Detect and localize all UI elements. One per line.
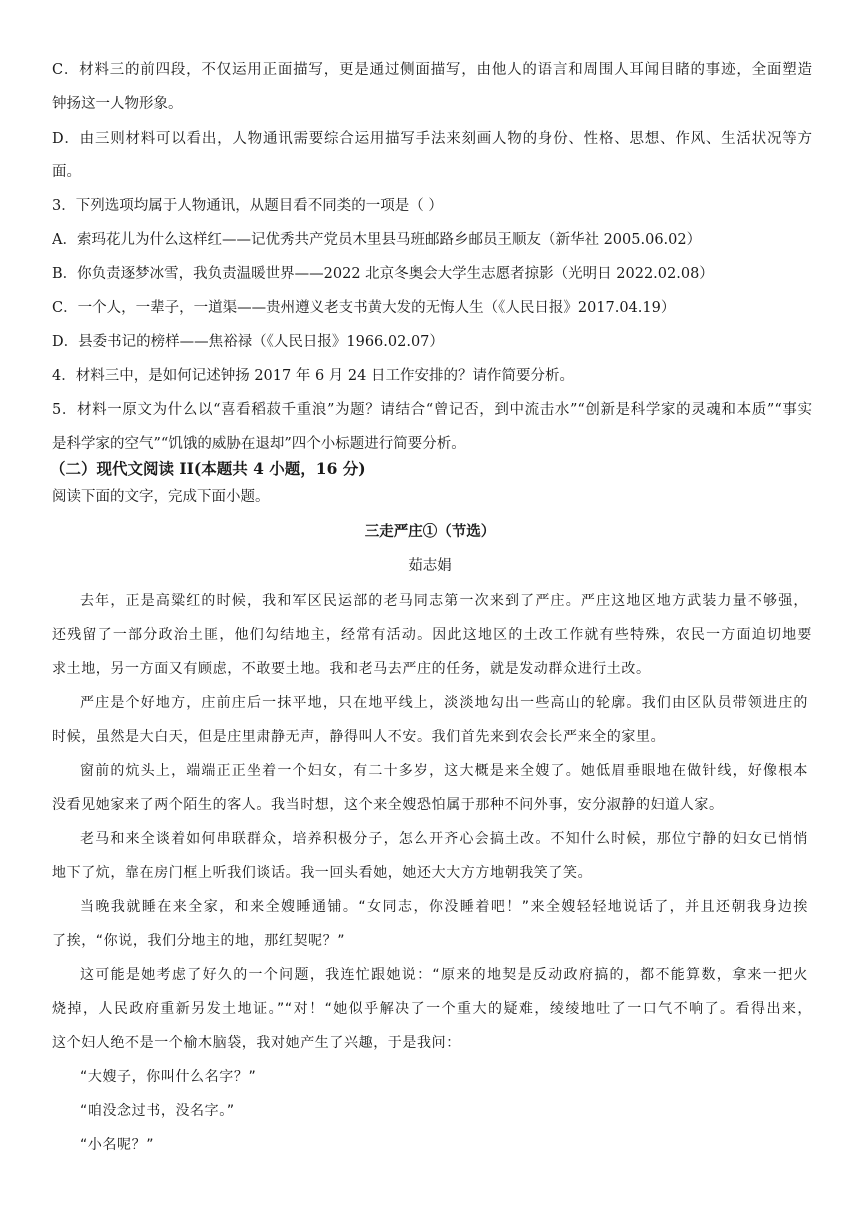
q3-option-b: B．你负责逐梦冰雪，我负责温暖世界——2022 北京冬奥会大学生志愿者掠影（光明日 2022.02.08） — [52, 266, 714, 282]
q2-option-c-line1: C．材料三的前四段，不仅运用正面描写，更是通过侧面描写，由他人的语言和周围人耳闻目睹的事迹，全面塑造 — [52, 62, 812, 78]
q4-text: 4．材料三中，是如何记述钟扬 2017 年 6 月 24 日工作安排的？请作简要分析。 — [52, 368, 574, 384]
article-line: 地下了炕，靠在房门框上听我们谈话。我一回头看她，她还大大方方地朝我笑了笑。 — [52, 865, 593, 881]
article-line: 老马和来全谈着如何串联群众，培养积极分子，怎么开齐心会搞土改。不知什么时候，那位宁静的妇女已悄悄 — [80, 831, 808, 847]
article-line: 了挨，“你说，我们分地主的地，那红契呢？” — [52, 933, 346, 949]
q5-line2: 是科学家的空气”“饥饿的威胁在退却”四个小标题进行简要分析。 — [52, 436, 466, 452]
article-line: 还残留了一部分政治土匪，他们勾结地主，经常有活动。因此这地区的土改工作就有些特殊，农民一方面迫切地要 — [52, 627, 812, 643]
q3-option-a: A．索玛花儿为什么这样红——记优秀共产党员木里县马班邮路乡邮员王顺友（新华社 2005.06.02） — [52, 232, 702, 248]
dialogue-line: “咱没念过书，没名字。” — [80, 1103, 235, 1119]
q3-stem: 3．下列选项均属于人物通讯，从题目看不同类的一项是（ ） — [52, 198, 443, 214]
article-line: 这可能是她考虑了好久的一个问题，我连忙跟她说：“原来的地契是反动政府搞的，都不能算数，拿来一把火 — [80, 967, 808, 983]
q2-option-d-line1: D．由三则材料可以看出，人物通讯需要综合运用描写手法来刻画人物的身份、性格、思想、作风、生活状况等方 — [52, 131, 812, 147]
article-title: 三走严庄①（节选） — [364, 523, 496, 540]
article-line: 窗前的炕头上，端端正正坐着一个妇女，有二十多岁，这大概是来全嫂了。她低眉垂眼地在做针线，好像根本 — [80, 763, 808, 779]
article-line: 当晚我就睡在来全家，和来全嫂睡通铺。“女同志，你没睡着吧！”来全嫂轻轻地说话了，并且还朝我身边挨 — [80, 899, 808, 915]
dialogue-line: “小名呢？” — [80, 1137, 155, 1153]
dialogue-line: “大嫂子，你叫什么名字？” — [80, 1069, 257, 1085]
q3-option-d: D．县委书记的榜样——焦裕禄（《人民日报》1966.02.07） — [52, 334, 444, 350]
article-line: 没看见她家来了两个陌生的客人。我当时想，这个来全嫂恐怕属于那种不问外事，安分淑静的妇道人家。 — [52, 797, 724, 813]
q2-option-d-line2: 面。 — [52, 164, 81, 180]
article-line: 烧掉，人民政府重新另发土地证。”“对！“她似乎解决了一个重大的疑难，绫绫地吐了一口气不响了。看得出来， — [52, 1001, 812, 1017]
article-line: 这个妇人绝不是一个榆木脑袋，我对她产生了兴趣，于是我问： — [52, 1035, 461, 1051]
section-instruction: 阅读下面的文字，完成下面小题。 — [52, 489, 270, 505]
article-line: 求土地，另一方面又有顾虑，不敢要土地。我和老马去严庄的任务，就是发动群众进行土改。 — [52, 661, 651, 677]
article-line: 去年，正是高粱红的时候，我和军区民运部的老马同志第一次来到了严庄。严庄这地区地方武装力量不够强， — [80, 593, 808, 609]
article-line: 时候，虽然是大白天，但是庄里肃静无声，静得叫人不安。我们首先来到农会长严来全的家里。 — [52, 729, 666, 745]
q2-option-c-line2: 钟扬这一人物形象。 — [52, 96, 183, 112]
article-line: 严庄是个好地方，庄前庄后一抹平地，只在地平线上，淡淡地勾出一些高山的轮廓。我们由区队员带领进庄的 — [80, 695, 808, 711]
section-heading: （二）现代文阅读 II(本题共 4 小题，16 分) — [50, 460, 366, 478]
q3-option-c: C．一个人，一辈子，一道渠——贵州遵义老支书黄大发的无悔人生（《人民日报》2017.04.19） — [52, 300, 676, 316]
article-author: 茹志娟 — [408, 558, 452, 574]
q5-line1: 5．材料一原文为什么以“喜看稻菽千重浪”为题？请结合“曾记否，到中流击水”“创新是科学家的灵魂和本质”“事实 — [52, 402, 812, 418]
